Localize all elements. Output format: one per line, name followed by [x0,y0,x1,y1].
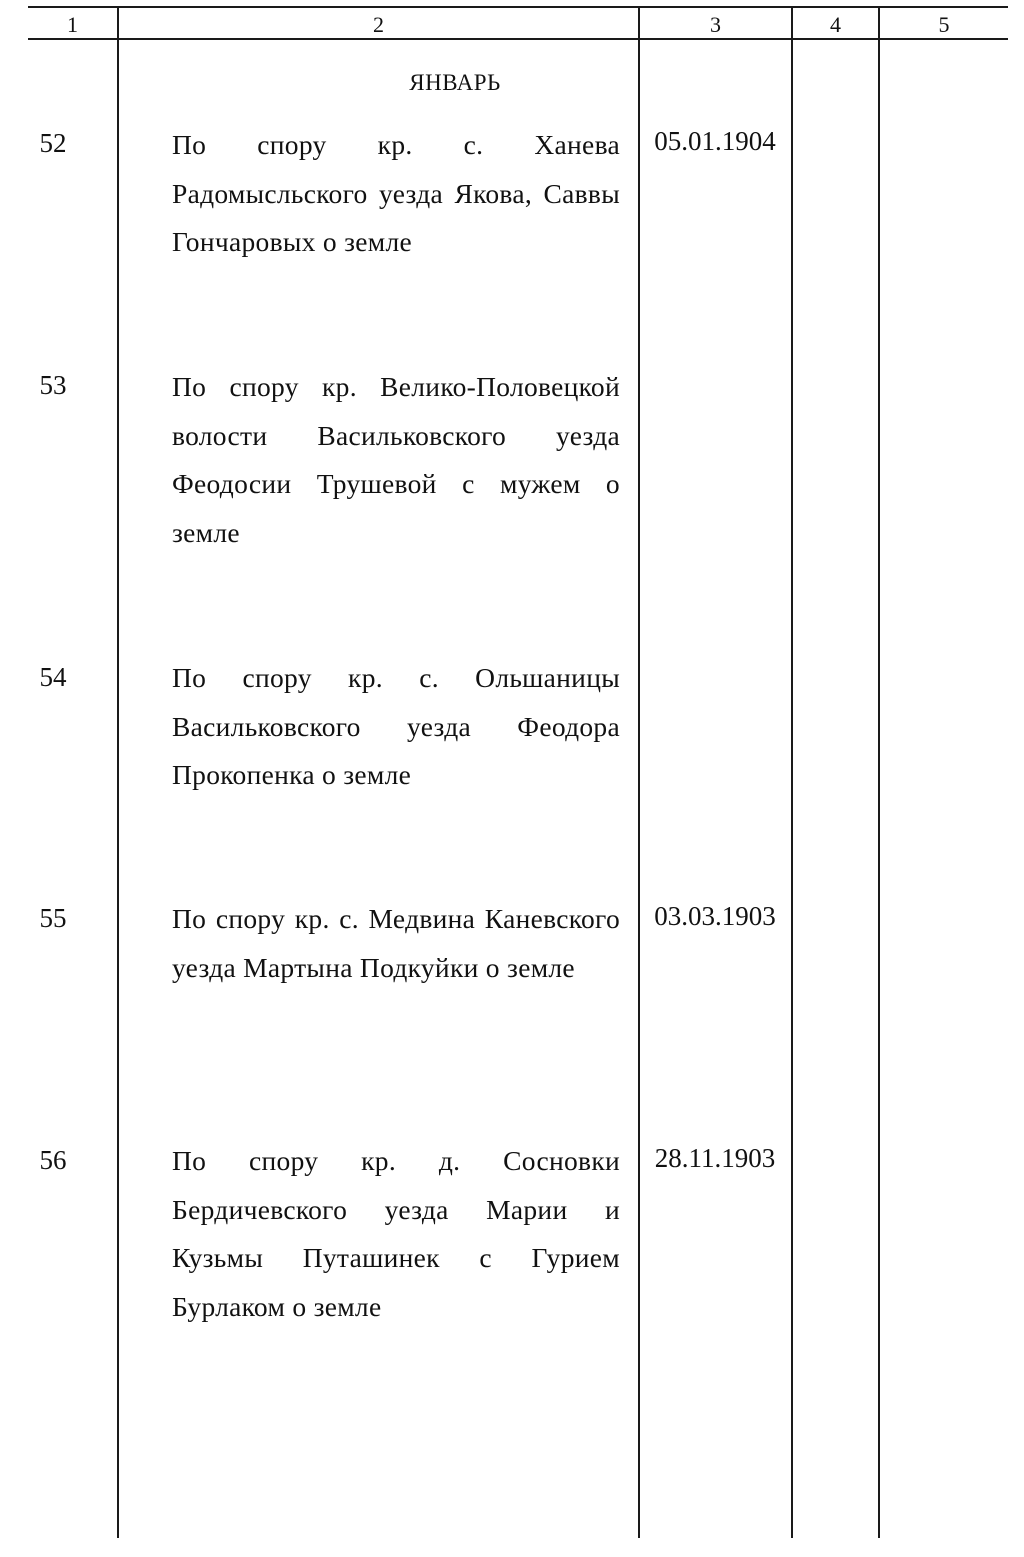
row-date: 28.11.1903 [654,1143,776,1173]
column-divider-3 [791,8,793,1538]
row-number: 53 [39,370,67,400]
row-number: 55 [39,903,67,933]
month-heading: ЯНВАРЬ [409,70,501,95]
header-bottom-rule [28,38,1008,40]
row-description: По спору кр. с. Медвина Каневского уезда Мартына Подкуйки о земле [172,903,620,983]
header-top-rule [28,6,1008,8]
column-header-5: 5 [938,12,950,37]
row-description: По спору кр. с. Ханева Радомысльского уезда Якова, Саввы Гончаровых о земле [172,129,620,257]
row-number: 52 [39,128,67,158]
column-header-4: 4 [830,12,841,37]
column-header-3: 3 [710,12,721,37]
row-description: По спору кр. д. Сосновки Бердичевского уезда Марии и Кузьмы Путашинек с Гурием Бурлаком о земле [172,1145,620,1322]
column-header-2: 2 [373,12,384,37]
column-divider-1 [117,8,119,1538]
row-date: 03.03.1903 [654,901,776,931]
row-number: 54 [39,662,67,692]
row-description: По спору кр. Велико-Половецкой волости Васильковского уезда Феодосии Трушевой с мужем о земле [172,371,620,548]
row-description: По спору кр. с. Ольшаницы Васильковского уезда Феодора Прокопенка о земле [172,662,620,790]
column-divider-4 [878,8,880,1538]
column-divider-2 [638,8,640,1538]
row-number: 56 [39,1145,67,1175]
column-header-1: 1 [67,12,78,37]
row-date: 05.01.1904 [654,126,776,156]
